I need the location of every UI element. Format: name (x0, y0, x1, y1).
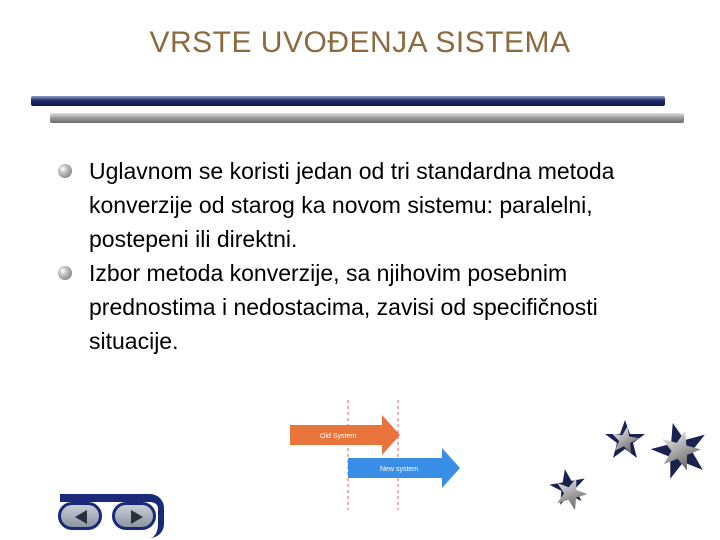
bullet-dot-icon (58, 164, 72, 178)
title-underline-grey (50, 113, 684, 123)
next-slide-button[interactable] (112, 502, 156, 530)
bullet-text: Uglavnom se koristi jedan od tri standardna metoda konverzije od starog ka novom sistemu: paralelni, postepeni ili direktni. (89, 158, 615, 252)
bullet-item (58, 256, 658, 358)
bullet-list (58, 154, 658, 358)
previous-slide-button[interactable] (58, 502, 102, 530)
slide-title: VRSTE UVOĐENJA SISTEMA (149, 26, 571, 59)
slide-navigation (58, 494, 168, 538)
new-system-label: New system (380, 466, 419, 473)
star-decoration (540, 405, 720, 540)
star-icon (646, 416, 714, 482)
star-icon (605, 420, 645, 458)
title-underline-dark (31, 96, 665, 106)
conversion-diagram (290, 385, 460, 515)
bullet-text: Izbor metoda konverzije, sa njihovim posebnim prednostima i nedostacima, zavisi od specifičnosti situacije. (89, 260, 598, 354)
star-icon (547, 466, 591, 512)
old-system-label: Old System (320, 433, 357, 440)
bullet-dot-icon (58, 266, 72, 280)
bullet-item (58, 154, 658, 256)
